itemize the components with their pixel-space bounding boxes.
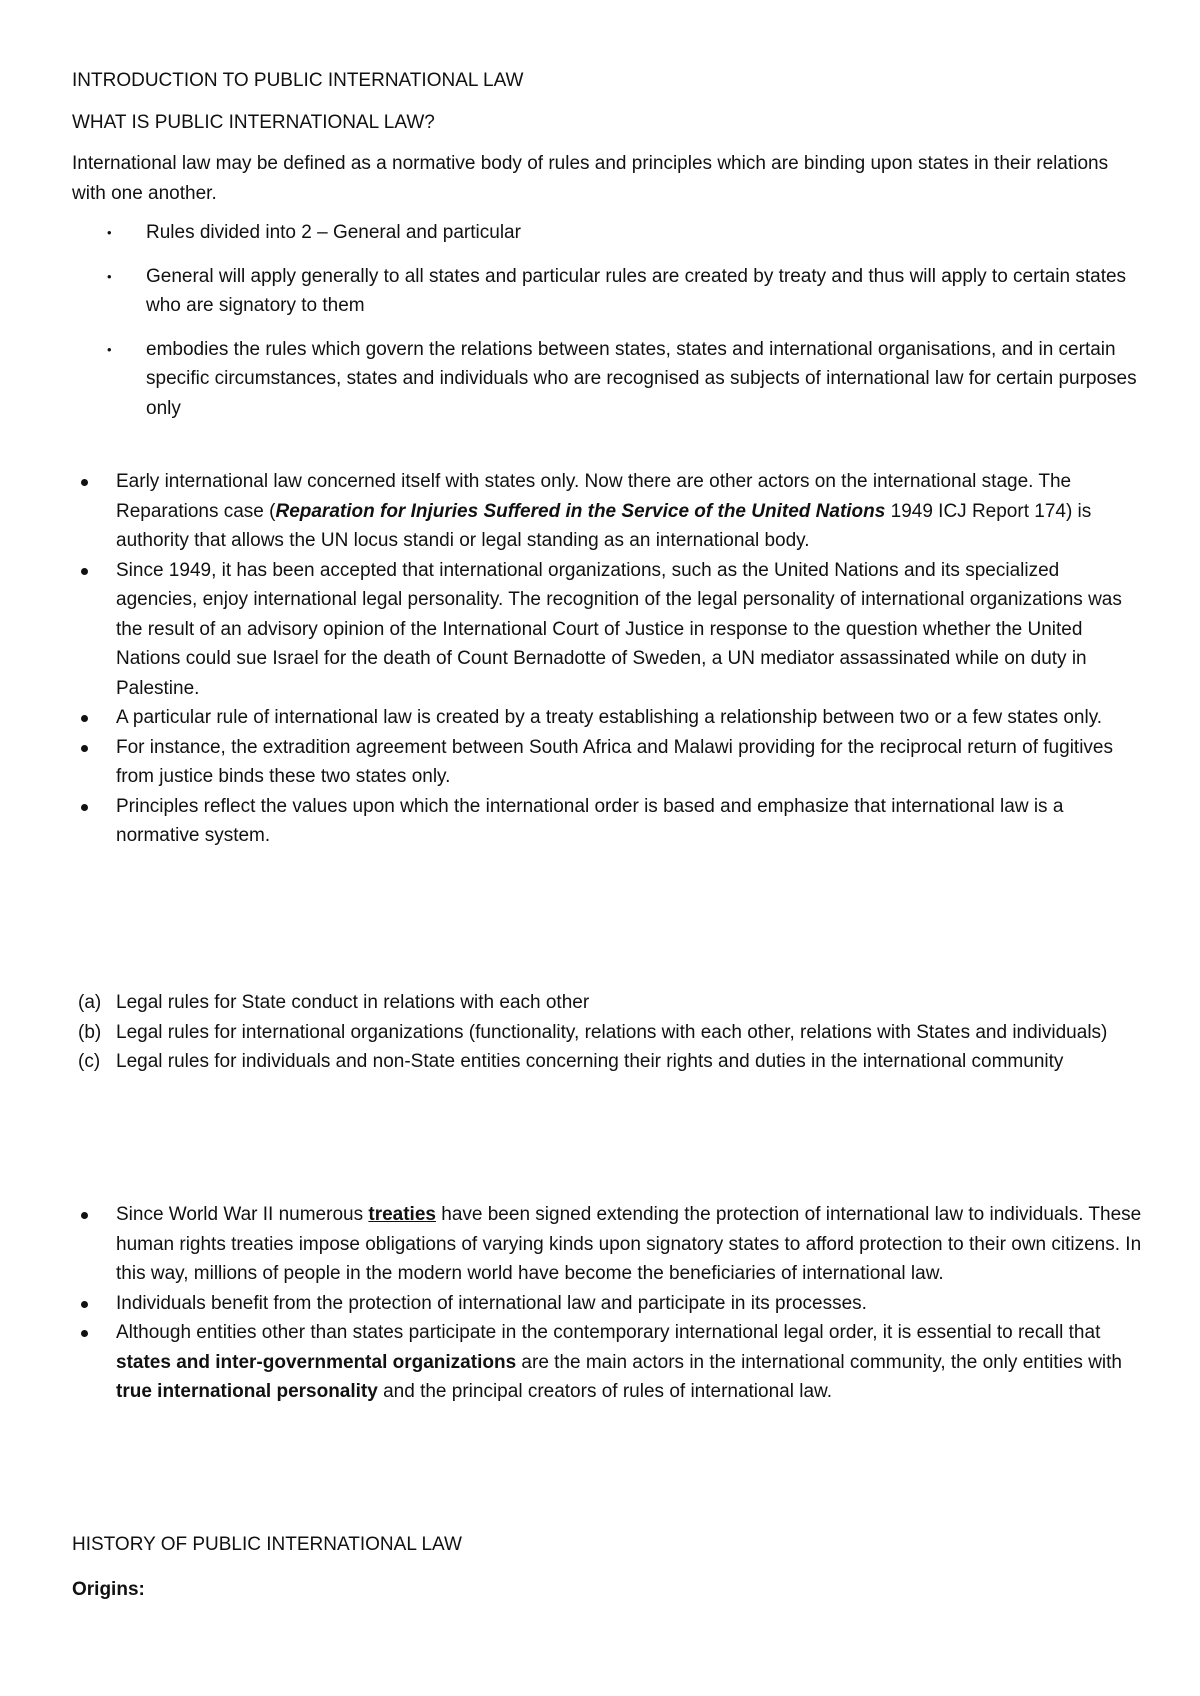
bullet-icon: • — [107, 268, 112, 284]
list-item: (c) Legal rules for individuals and non-State entities concerning their rights and duties in the international community — [72, 1047, 1142, 1077]
list-item: • Rules divided into 2 – General and particular — [72, 218, 1142, 248]
list-item: Individuals benefit from the protection of international law and participate in its processes. — [72, 1289, 1142, 1319]
bullet-list-actors — [72, 467, 1142, 851]
bullet-dot-icon — [81, 1212, 88, 1219]
section-heading-history: HISTORY OF PUBLIC INTERNATIONAL LAW — [72, 1534, 462, 1555]
bullet-dot-icon — [81, 568, 88, 575]
list-item: • General will apply generally to all states and particular rules are created by treaty and thus will apply to certain states who are signatory to them — [72, 262, 1142, 321]
emphasis-text: states and inter-governmental organizations — [116, 1351, 517, 1373]
bullet-icon: • — [107, 341, 112, 357]
list-item: Since World War II numerous treaties have been signed extending the protection of international law to individuals. These human rights treaties impose obligations of varying kinds upon signatory states to afford protection to their own citizens. In this way, millions of people in the modern world have become the beneficiaries of international law. — [72, 1200, 1142, 1289]
small-bullet-list — [72, 218, 1142, 437]
list-item: Since 1949, it has been accepted that international organizations, such as the United Nations and its specialized agencies, enjoy international legal personality. The recognition of the legal personality of international organizations was the result of an advisory opinion of the International Court of Justice in response to the question whether the United Nations could sue Israel for the death of Count Bernadotte of Sweden, a UN mediator assassinated while on duty in Palestine. — [72, 556, 1142, 704]
bullet-dot-icon — [81, 479, 88, 486]
emphasis-text: true international personality — [116, 1381, 378, 1402]
bullet-dot-icon — [81, 804, 88, 811]
bullet-dot-icon — [81, 1330, 88, 1337]
definition-paragraph: International law may be defined as a normative body of rules and principles which are binding upon states in their relations with one another. — [72, 153, 1109, 204]
list-item: Although entities other than states participate in the contemporary international legal order, it is essential to recall that states and inter-governmental organizations are the main actors in the international community, the only entities with true international personality and the principal creators of rules of international law. — [72, 1318, 1142, 1407]
bullet-list-individuals — [72, 1200, 1142, 1407]
bullet-icon: • — [107, 225, 112, 240]
list-label: (b) — [78, 1021, 102, 1043]
lettered-list — [72, 988, 1142, 1077]
list-item: (a) Legal rules for State conduct in relations with each other — [72, 988, 1142, 1018]
list-item: For instance, the extradition agreement between South Africa and Malawi providing for the reciprocal return of fugitives from justice binds these two states only. — [72, 733, 1142, 792]
bullet-dot-icon — [81, 1301, 88, 1308]
list-item: • embodies the rules which govern the relations between states, states and international organisations, and in certain specific circumstances, states and individuals who are recognised as subjects of international law for certain purposes only — [72, 335, 1142, 424]
bullet-dot-icon — [81, 715, 88, 722]
list-label: (a) — [78, 992, 102, 1013]
bullet-dot-icon — [81, 745, 88, 752]
list-item: Early international law concerned itself with states only. Now there are other actors on the international stage. The Reparations case (Reparation for Injuries Suffered in the Service of the United Nations 1949 ICJ Report 174) is authority that allows the UN locus standi or legal standing as an international body. — [72, 467, 1142, 556]
list-item: Principles reflect the values upon which the international order is based and emphasize that international law is a normative system. — [72, 792, 1142, 851]
list-label: (c) — [78, 1051, 101, 1072]
list-item: A particular rule of international law is created by a treaty establishing a relationship between two or a few states only. — [72, 703, 1142, 733]
treaties-link[interactable]: treaties — [368, 1204, 436, 1225]
subheading-origins: Origins: — [72, 1579, 145, 1600]
section-heading-what-is: WHAT IS PUBLIC INTERNATIONAL LAW? — [72, 112, 435, 133]
case-name: Reparation for Injuries Suffered in the Service of the United Nations — [275, 500, 886, 522]
list-item: (b) Legal rules for international organizations (functionality, relations with each other, relations with States and individuals) — [72, 1018, 1142, 1048]
document-title: INTRODUCTION TO PUBLIC INTERNATIONAL LAW — [72, 70, 524, 91]
